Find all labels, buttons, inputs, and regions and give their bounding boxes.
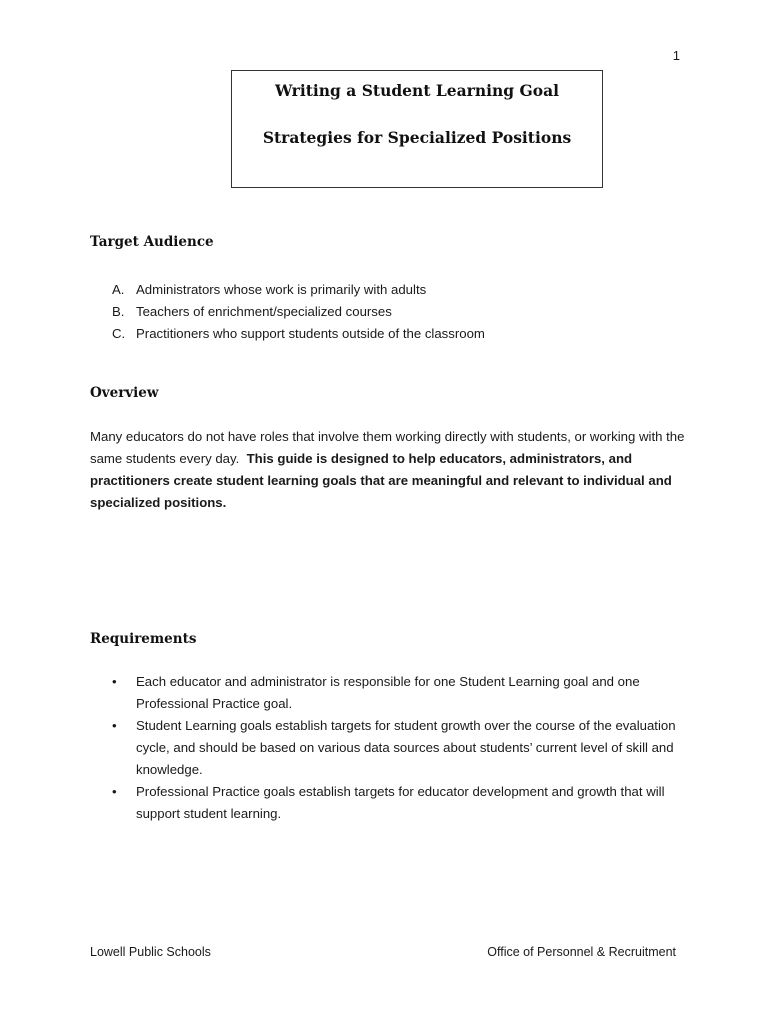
list-item <box>112 781 682 825</box>
list-marker: C. <box>112 326 126 341</box>
bullet-icon: • <box>112 784 117 799</box>
bullet-icon: • <box>112 718 117 733</box>
target-audience-heading: Target Audience <box>90 234 214 250</box>
requirements-heading: Requirements <box>90 631 197 647</box>
list-item-text: Practitioners who support students outside of the classroom <box>136 326 485 341</box>
list-marker: B. <box>112 304 125 319</box>
list-marker: A. <box>112 282 125 297</box>
list-item-text: Each educator and administrator is responsible for one Student Learning goal and one Professional Practice goal. <box>136 674 640 711</box>
overview-paragraph <box>90 426 690 514</box>
footer-office: Office of Personnel & Recruitment <box>487 945 676 959</box>
list-item-text: Student Learning goals establish targets for student growth over the course of the evaluation cycle, and should be based on various data sources about students’ current level of skill and knowledge. <box>136 718 676 777</box>
document-subtitle: Strategies for Specialized Positions <box>262 128 572 147</box>
list-item <box>112 715 682 781</box>
list-item-text: Teachers of enrichment/specialized courses <box>136 304 392 319</box>
list-item <box>112 671 682 715</box>
list-item-text: Professional Practice goals establish targets for educator development and growth that will support student learning. <box>136 784 665 821</box>
overview-text: Many educators do not have roles that involve them working directly with students, or working with the same students every day. <box>90 429 685 466</box>
target-audience-list <box>112 279 485 345</box>
title-box <box>231 70 603 188</box>
requirements-list <box>112 671 682 825</box>
bullet-icon: • <box>112 674 117 689</box>
list-item <box>112 323 485 345</box>
overview-bold-text: This guide is designed to help educators, administrators, and practitioners create student learning goals that are meaningful and relevant to individual and specialized positions. <box>90 451 672 510</box>
overview-heading: Overview <box>90 385 159 401</box>
document-title: Writing a Student Learning Goal <box>274 81 560 100</box>
page-number: 1 <box>672 48 680 63</box>
list-item-text: Administrators whose work is primarily with adults <box>136 282 427 297</box>
list-item <box>112 279 485 301</box>
footer-organization: Lowell Public Schools <box>90 945 211 959</box>
list-item <box>112 301 485 323</box>
